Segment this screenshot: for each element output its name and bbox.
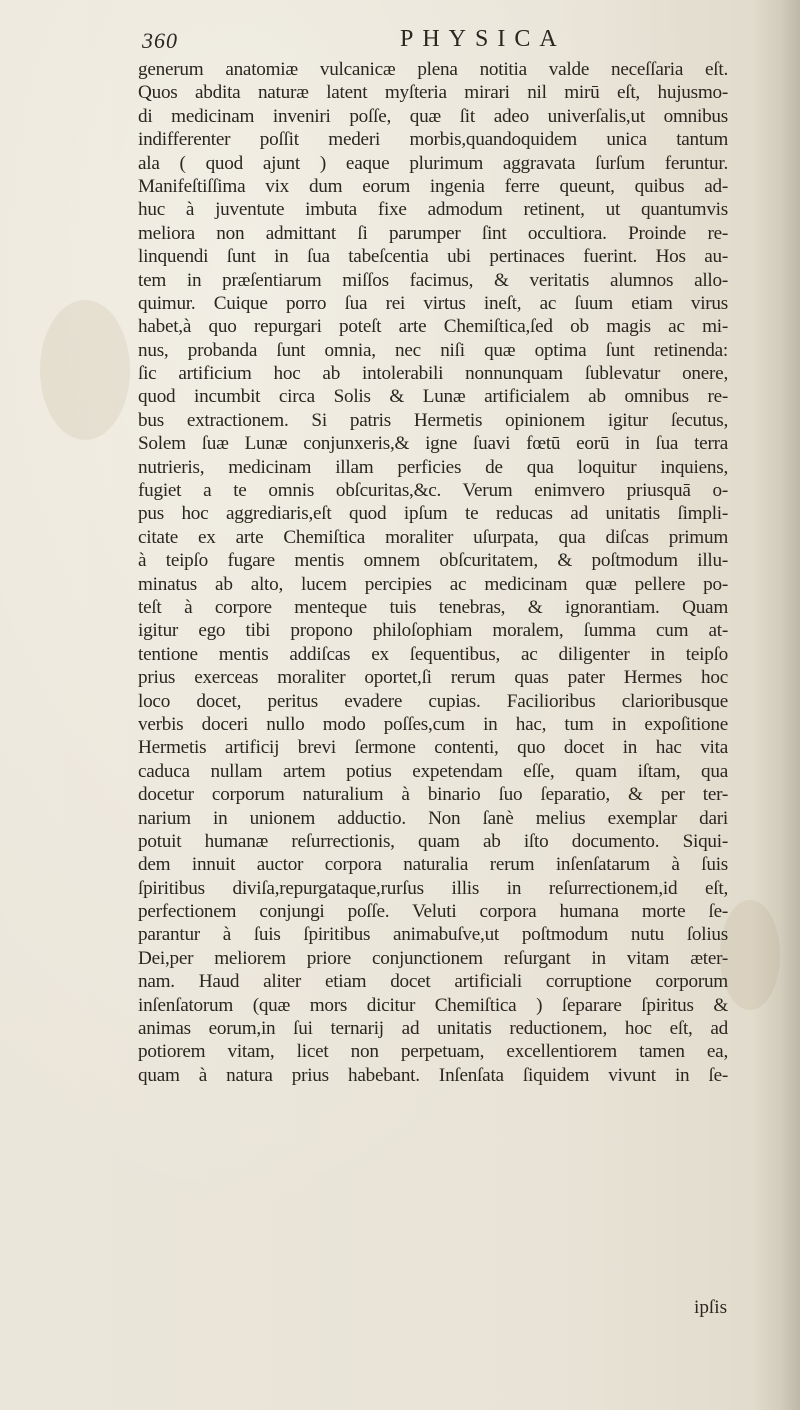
text-line: inſenſatorum (quæ mors dicitur Chemiſtica ) ſeparare ſpiritus & <box>138 994 728 1016</box>
text-line: Manifeſtiſſima vix dum eorum ingenia ferre queunt, quibus ad- <box>138 175 728 197</box>
text-line: igitur ego tibi propono philoſophiam moralem, ſumma cum at- <box>138 620 728 642</box>
text-line: nutrieris, medicinam illam perficies de qua loquitur inquiens, <box>138 456 728 478</box>
text-line: citate ex arte Chemiſtica moraliter uſurpata, qua diſcas primum <box>138 526 728 548</box>
text-line: indifferenter poſſit mederi morbis,quandoquidem unica tantum <box>138 129 728 151</box>
text-line: linquendi ſunt in ſua tabeſcentia ubi pertinaces fuerint. Hos au- <box>138 246 728 268</box>
text-line: di medicinam inveniri poſſe, quæ ſit adeo univerſalis,ut omnibus <box>138 105 728 127</box>
text-line: ala ( quod ajunt ) eaque plurimum aggravata ſurſum feruntur. <box>138 152 728 174</box>
text-line: habet,à quo repurgari poteſt arte Chemiſtica,ſed ob magis ac mi- <box>138 316 728 338</box>
text-line: perfectionem conjungi poſſe. Veluti corpora humana morte ſe- <box>138 901 728 923</box>
text-line: meliora non admittant ſi parumper ſint occultiora. Proinde re- <box>138 222 728 244</box>
text-line: à teipſo fugare mentis omnem obſcuritatem, & poſtmodum illu- <box>138 550 728 572</box>
text-line: nus, probanda ſunt omnia, nec niſi quæ optima ſunt retinenda: <box>138 339 728 361</box>
text-line: Hermetis artificij brevi ſermone contenti, quo docet in hac vita <box>138 737 728 759</box>
text-line: teſt à corpore menteque tuis tenebras, & ignorantiam. Quam <box>138 596 728 618</box>
text-line: fugiet a te omnis obſcuritas,&c. Verum enimvero priusquā o- <box>138 480 728 502</box>
text-line: tem in præſentiarum miſſos facimus, & veritatis alumnos allo- <box>138 269 728 291</box>
text-line: quimur. Cuique porro ſua rei virtus ineſt, ac ſuum etiam virus <box>138 292 728 314</box>
text-line: caduca nullam artem potius expetendam eſſe, quam iſtam, qua <box>138 760 728 782</box>
text-line: ſpiritibus diviſa,repurgataque,rurſus illis in reſurrectionem,id eſt, <box>138 877 728 899</box>
catchword: ipſis <box>694 1297 728 1318</box>
text-line: quam à natura prius habebant. Inſenſata ſiquidem vivunt in ſe- <box>138 1064 728 1086</box>
text-line: tentione mentis addiſcas ex ſequentibus, ac diligenter in teipſo <box>138 643 728 665</box>
text-line: Quos abdita naturæ latent myſteria mirari nil mirū eſt, hujusmo- <box>138 82 728 104</box>
text-line: potiorem vitam, licet non perpetuam, excellentiorem tamen ea, <box>138 1041 728 1063</box>
text-line: parantur à ſuis ſpiritibus animabuſve,ut poſtmodum nutu ſolius <box>138 924 728 946</box>
text-line: prius exerceas moraliter oportet,ſi rerum quas pater Hermes hoc <box>138 667 728 689</box>
text-line: animas eorum,in ſui ternarij ad unitatis reductionem, hoc eſt, ad <box>138 1018 728 1040</box>
text-line: quod incumbit circa Solis & Lunæ artificialem ab omnibus re- <box>138 386 728 408</box>
text-line: pus hoc aggrediaris,eſt quod ipſum te reducas ad unitatis ſimpli- <box>138 503 728 525</box>
paper-stain <box>40 300 130 440</box>
text-line: docetur corporum naturalium à binario ſuo ſeparatio, & per ter- <box>138 784 728 806</box>
text-line: bus extractionem. Si patris Hermetis opinionem igitur ſecutus, <box>138 409 728 431</box>
text-line: minatus ab alto, lucem percipies ac medicinam quæ pellere po- <box>138 573 728 595</box>
text-line: ſic artificium hoc ab intolerabili nonnunquam ſublevatur onere, <box>138 363 728 385</box>
text-line: Dei,per meliorem priore conjunctionem reſurgant in vitam æter- <box>138 947 728 969</box>
text-line: generum anatomiæ vulcanicæ plena notitia valde neceſſaria eſt. <box>138 59 728 80</box>
running-head: PHYSICA <box>400 26 566 52</box>
body-text <box>138 58 728 1087</box>
text-line: nam. Haud aliter etiam docet artificiali corruptione corporum <box>138 971 728 993</box>
text-line: narium in unionem adductio. Non ſanè melius exemplar dari <box>138 807 728 829</box>
text-line: Solem ſuæ Lunæ conjunxeris,& igne ſuavi fœtū eorū in ſua terra <box>138 433 728 455</box>
text-line: dem innuit auctor corpora naturalia rerum inſenſatarum à ſuis <box>138 854 728 876</box>
text-line: loco docet, peritus evadere cupias. Facilioribus clarioribusque <box>138 690 728 712</box>
page-edge-shadow <box>752 0 800 1410</box>
page-number: 360 <box>142 28 178 53</box>
text-line: potuit humanæ reſurrectionis, quam ab iſto documento. Siqui- <box>138 830 728 852</box>
text-line: verbis doceri nullo modo poſſes,cum in hac, tum in expoſitione <box>138 713 728 735</box>
text-line: huc à juventute imbuta fixe admodum retinent, ut quantumvis <box>138 199 728 221</box>
page-header <box>142 24 702 60</box>
